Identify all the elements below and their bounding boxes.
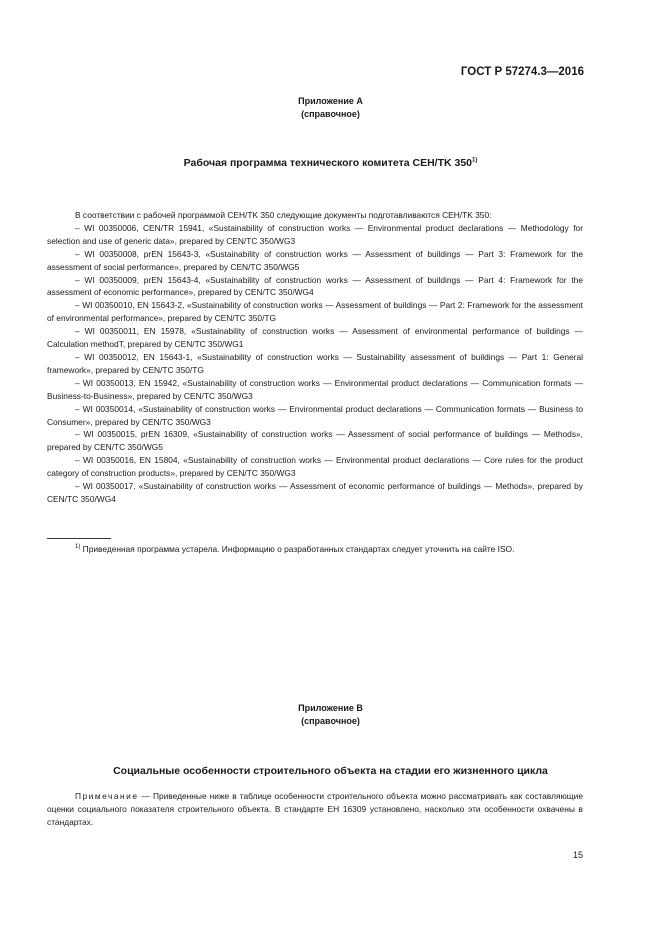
work-program-item: – WI 00350014, «Sustainability of construction works — Environmental product declarations — Communication formats — Business to Consumer», prepared by CEN/TC 350/WG3	[47, 403, 583, 427]
work-program-item: – WI 00350009, prEN 15643-4, «Sustainability of construction works — Assessment of buildings — Part 4: Framework for the assessment of economic performance», prepared by CEN/TC 350/WG4	[47, 274, 583, 298]
annex-a-body	[47, 209, 583, 506]
work-program-item: – WI 00350016, EN 15804, «Sustainability of construction works — Environmental product declarations — Core rules for the product category of construction products», prepared by CEN/TC 350/WG3	[47, 455, 583, 479]
work-program-item: – WI 00350013, EN 15942, «Sustainability of construction works — Environmental product declarations — Communication formats — Business-to-Business», prepared by CEN/TC 350/WG3	[47, 377, 583, 401]
annex-a-title-text: Рабочая программа технического комитета CEH/TK 350	[183, 157, 473, 169]
footnote-text: Приведенная программа устарела. Информацию о разработанных стандартах следует уточнить на сайте ISO.	[82, 544, 515, 554]
annex-b-note: (справочное)	[301, 716, 360, 726]
annex-b-note-paragraph	[47, 790, 583, 829]
annex-b-heading	[0, 702, 661, 728]
annex-a-heading	[0, 95, 661, 121]
page-number: 15	[572, 850, 583, 860]
work-program-item: – WI 00350011, EN 15978, «Sustainability of construction works — Assessment of environmental performance of buildings — Calculation methodT, prepared by CEN/TC 350/WG1	[47, 326, 583, 350]
footnote-mark: 1)	[75, 544, 81, 551]
annex-a-label: Приложение А	[298, 96, 363, 106]
work-program-item: – WI 00350006, CEN/TR 15941, «Sustainability of construction works — Environmental product declarations — Methodology for selection and use of generic data», prepared by CEN/TC 350/WG3	[47, 222, 583, 246]
work-program-item: – WI 00350017, «Sustainability of construction works — Assessment of economic performance of buildings — Methods», prepared by CEN/TC 350/WG4	[47, 481, 583, 504]
annex-a-title	[0, 157, 661, 169]
document-header: ГОСТ Р 57274.3—2016	[460, 66, 584, 78]
note-label: Примечание	[75, 791, 139, 801]
footnote-separator	[47, 538, 111, 539]
work-program-item: – WI 00350015, prEN 16309, «Sustainability of construction works — Assessment of social performance of buildings — Methods», prepared by CEN/TC 350/WG5	[47, 429, 583, 453]
annex-b-title: Социальные особенности строительного объекта на стадии его жизненного цикла	[113, 765, 548, 777]
annex-a-intro: В соответствии с рабочей программой CEH/TK 350 следующие документы подготавливаются CEH/TK 350:	[75, 210, 492, 220]
annex-b-label: Приложение В	[298, 703, 363, 713]
footnote	[47, 543, 583, 556]
work-program-item: – WI 00350010, EN 15643-2, «Sustainability of construction works — Assessment of buildings — Part 2: Framework for the assessment of environmental performance», prepared by CEN/TC 350/TG	[47, 300, 583, 324]
annex-a-note: (справочное)	[301, 109, 360, 119]
note-text: — Приведенные ниже в таблице особенности строительного объекта можно рассматривать как составляющие оценки социального показателя строительного объекта. В стандарте ЕН 16309 установлено, насколько эти особенности охвачены в стандартах.	[47, 791, 583, 827]
work-program-item: – WI 00350008, prEN 15643-3, «Sustainability of construction works — Assessment of buildings — Part 3: Framework for the assessment of social performance», prepared by CEN/TC 350/WG5	[47, 248, 583, 272]
work-program-list	[47, 222, 583, 506]
footnote-reference: 1)	[472, 157, 478, 164]
work-program-item: – WI 00350012, EN 15643-1, «Sustainability of construction works — Sustainability assessment of buildings — Part 1: General framework», prepared by CEN/TC 350/TG	[47, 351, 583, 375]
